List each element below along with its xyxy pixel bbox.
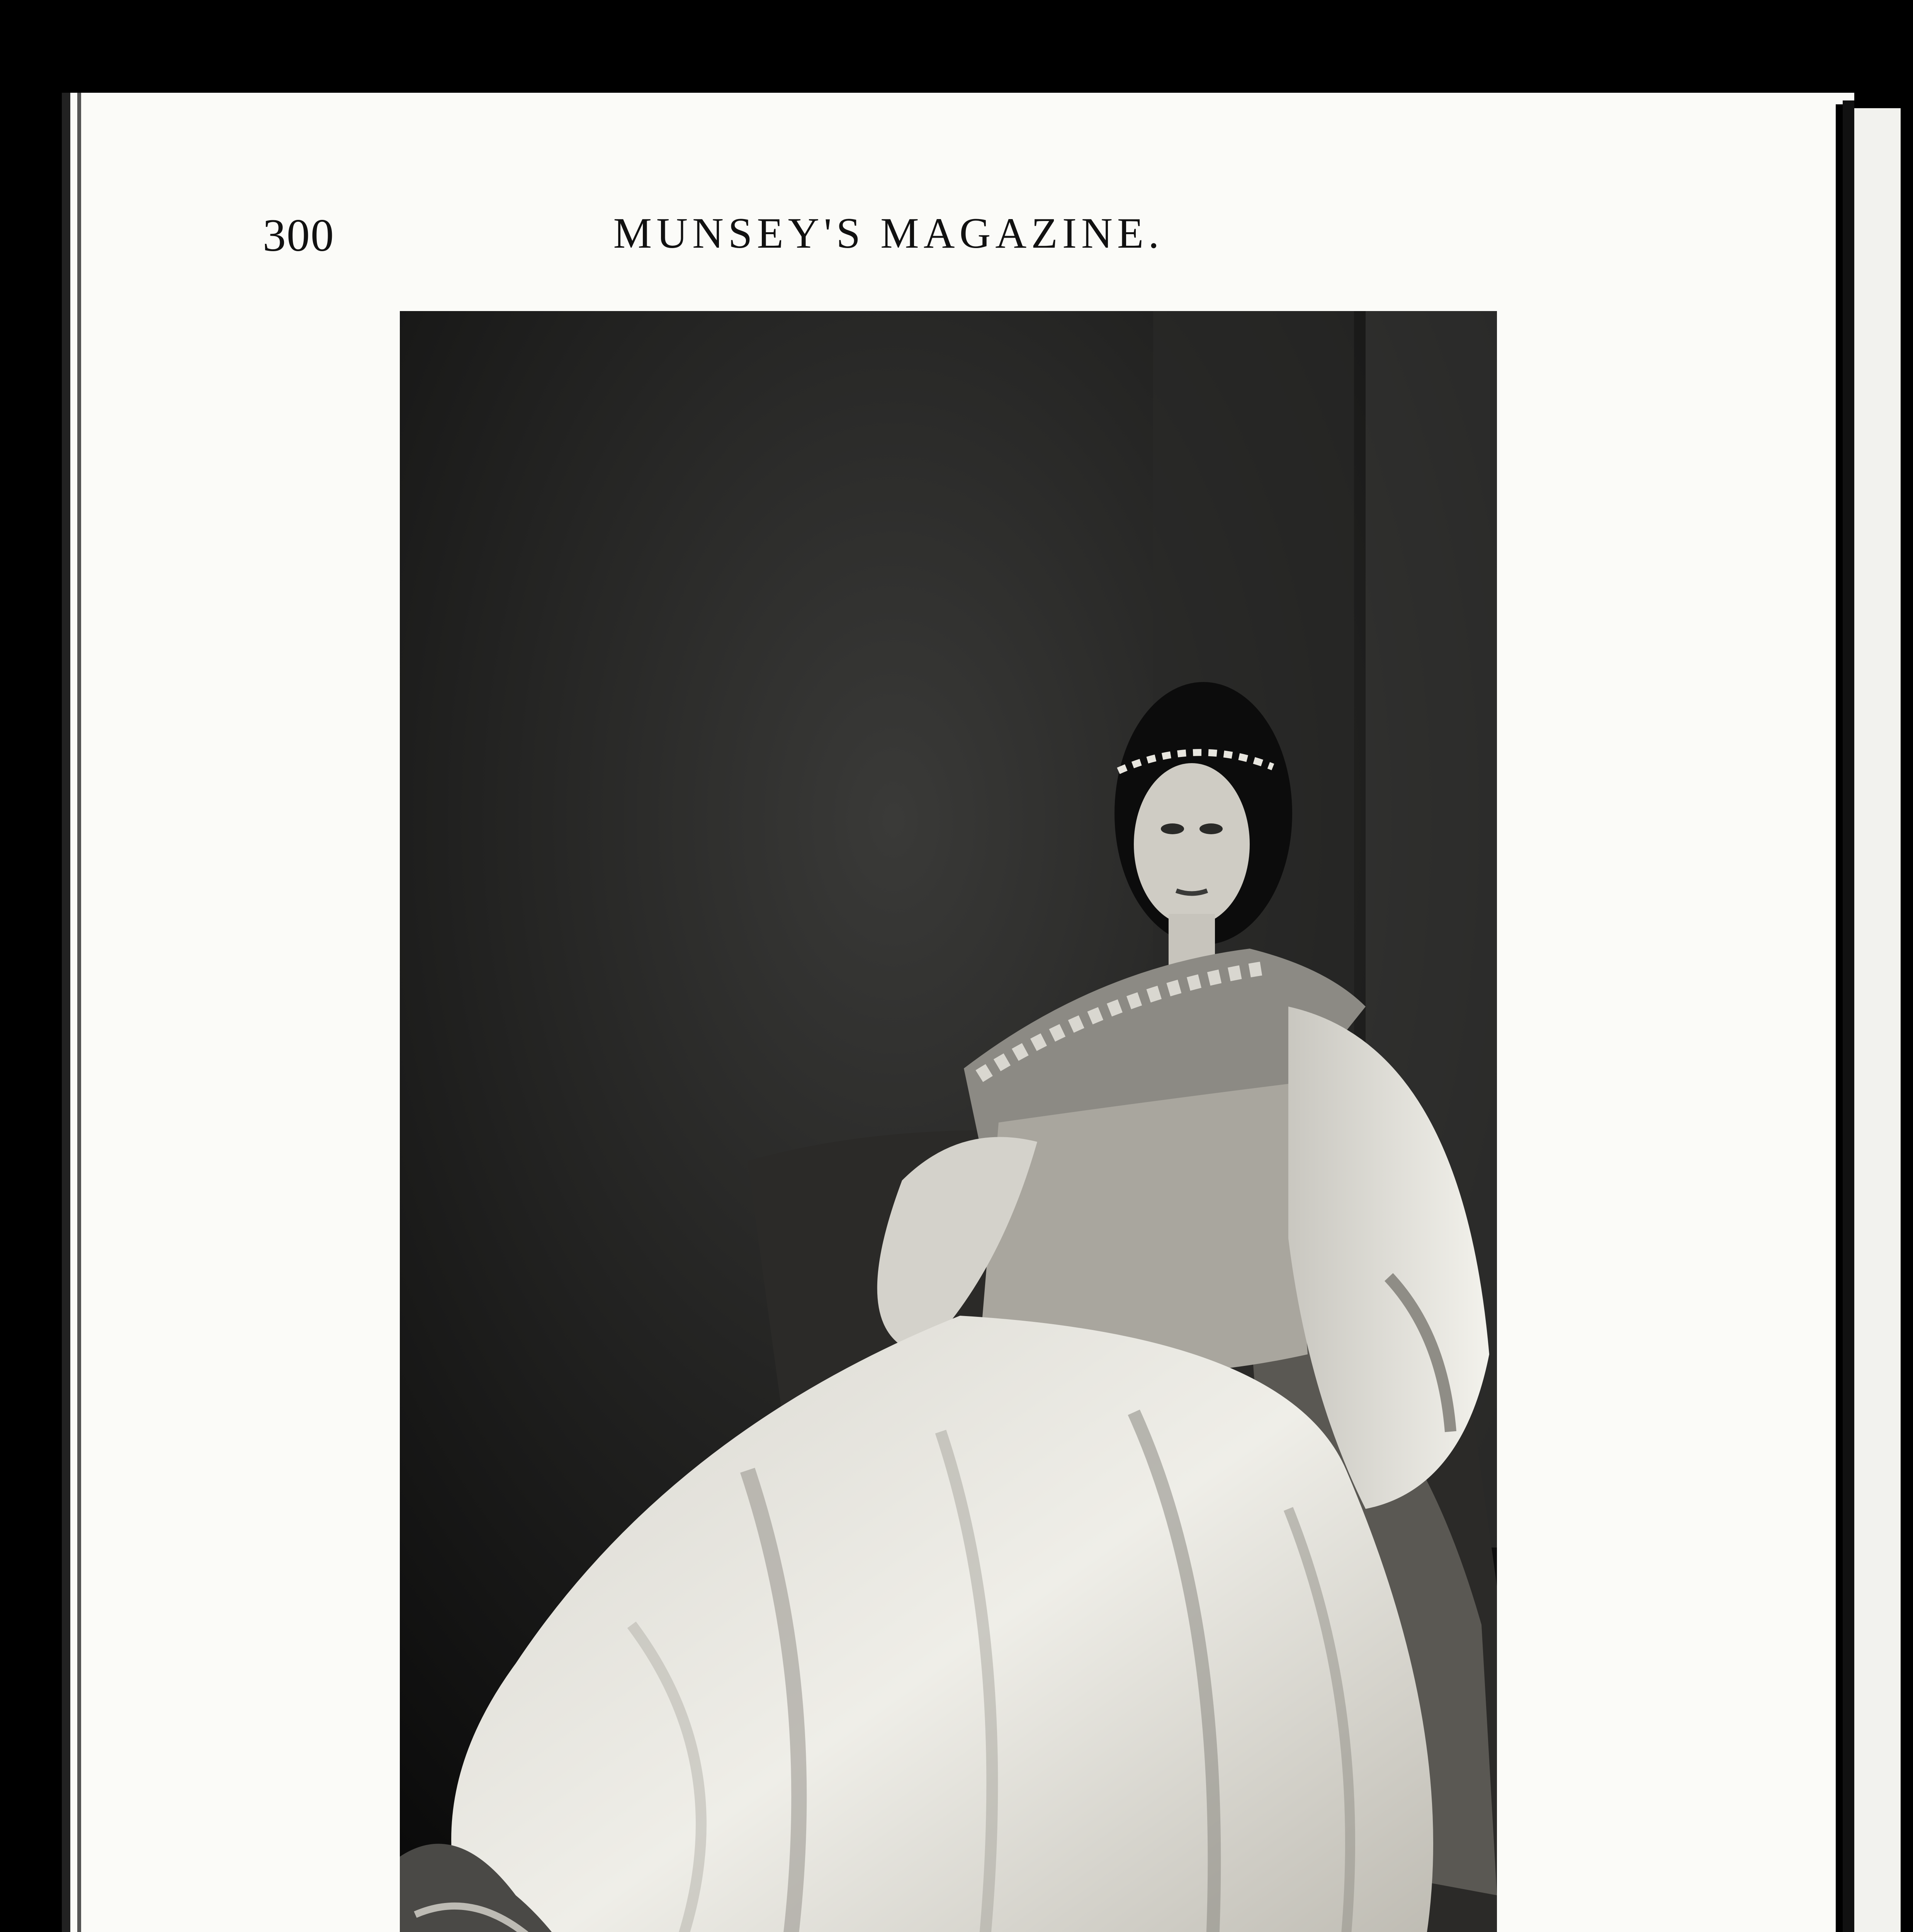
- running-head: MUNSEY'S MAGAZINE.: [613, 209, 1164, 257]
- scan-border-left-inner: [77, 93, 81, 1932]
- portrait-photograph-art: [400, 311, 1497, 1932]
- page-number: 300: [263, 209, 335, 261]
- next-page-edge: [1854, 108, 1901, 1932]
- portrait-photograph: [400, 311, 1497, 1932]
- scan-gutter-right: [1843, 100, 1854, 1932]
- scan-border-left: [62, 93, 70, 1932]
